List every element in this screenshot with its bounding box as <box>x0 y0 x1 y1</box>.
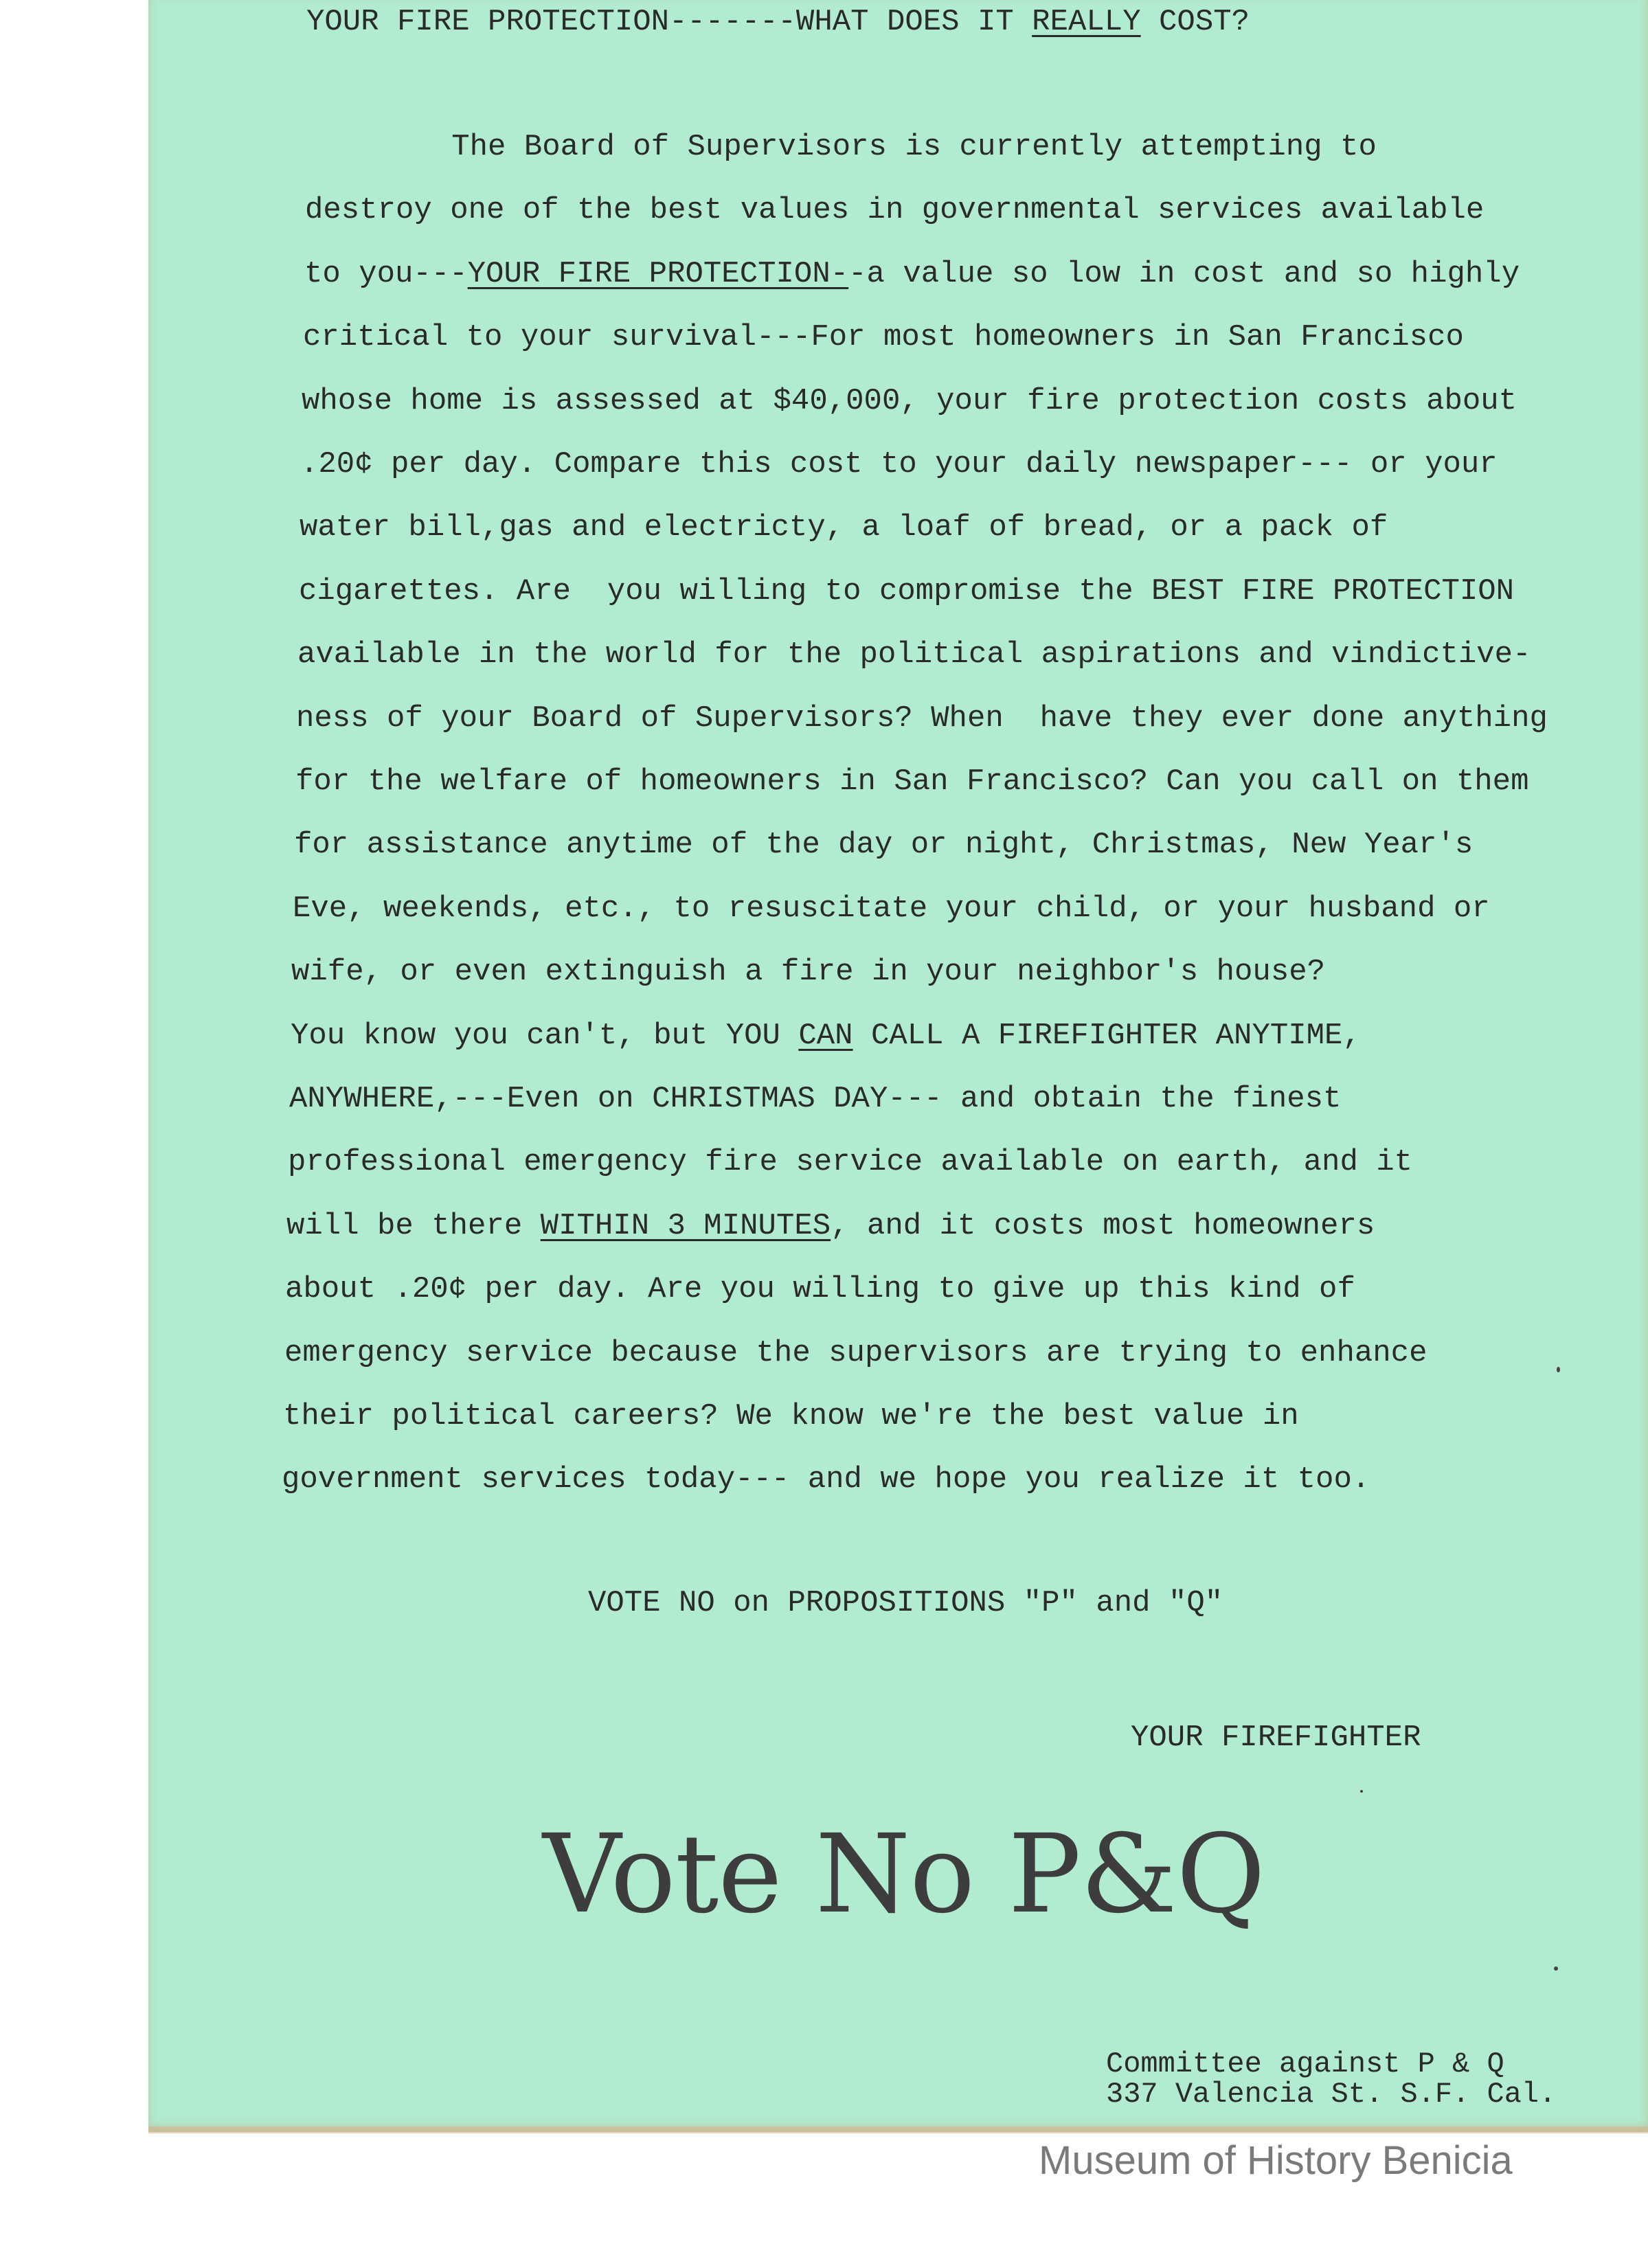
body-line-text: available in the world for the political aspirations and vindictive- <box>297 637 1531 672</box>
body-line <box>300 449 1498 479</box>
body-line-text: will be there <box>286 1209 541 1243</box>
body-line <box>295 764 1529 799</box>
body-line <box>284 1338 1427 1368</box>
paper-speck <box>1554 1966 1558 1971</box>
body-line-text: for the welfare of homeowners in San Francisco? Can you call on them <box>295 764 1529 799</box>
body-line-text: cigarettes. Are you willing to compromise the BEST FIRE PROTECTION <box>299 574 1515 609</box>
body-line <box>299 574 1515 609</box>
body-line-text: ANYWHERE,---Even on CHRISTMAS DAY--- and obtain the finest <box>289 1082 1342 1116</box>
body-line <box>286 1211 1375 1241</box>
body-line <box>297 639 1531 670</box>
body-line-text: You know you can't, but YOU <box>291 1019 799 1053</box>
body-line-text: their political careers? We know we're the best value in <box>283 1399 1299 1433</box>
body-line-text: destroy one of the best values in governmental services available <box>305 193 1485 227</box>
body-line-underlined: CAN <box>798 1019 853 1053</box>
body-line-underlined: YOUR FIRE PROTECTION- <box>467 257 849 291</box>
body-line <box>305 195 1484 225</box>
body-line-text: whose home is assessed at $40,000, your fire protection costs about <box>302 384 1517 418</box>
body-line-text: ness of your Board of Supervisors? When have they ever done anything <box>296 701 1548 736</box>
heading-underlined-word: REALLY <box>1032 5 1141 39</box>
body-line-text: water bill,gas and electricty, a loaf of bread, or a pack of <box>300 510 1388 545</box>
body-line <box>303 322 1464 352</box>
body-line-text: critical to your survival---For most homeowners in San Francisco <box>303 320 1464 354</box>
body-line-text: The Board of Supervisors is currently attempting to <box>306 130 1377 164</box>
body-line <box>306 132 1377 162</box>
body-line <box>291 957 1325 987</box>
body-line-text-after: CALL A FIREFIGHTER ANYTIME, <box>853 1019 1361 1053</box>
body-line-text-after: -a value so low in cost and so highly <box>848 257 1520 291</box>
body-line <box>293 894 1490 924</box>
body-line <box>291 1021 1361 1051</box>
museum-watermark: Museum of History Benicia <box>1039 2138 1513 2183</box>
body-line <box>294 830 1473 860</box>
paper-speck <box>1557 1367 1560 1372</box>
committee-name: Committee against P & Q <box>1106 2048 1504 2080</box>
body-line <box>304 259 1520 289</box>
body-line-text: emergency service because the supervisors are trying to enhance <box>284 1336 1427 1370</box>
body-line-text: for assistance anytime of the day or night, Christmas, New Year's <box>294 828 1474 862</box>
vote-no-stamp: Vote No P&Q <box>543 1811 1265 1938</box>
heading-part1: YOUR FIRE PROTECTION-------WHAT DOES IT <box>306 5 1032 39</box>
signature: YOUR FIREFIGHTER <box>1131 1721 1421 1755</box>
body-line <box>302 386 1517 416</box>
committee-address: 337 Valencia St. S.F. Cal. <box>1106 2078 1557 2111</box>
body-line-text: government services today--- and we hope you realize it too. <box>282 1462 1370 1497</box>
vote-no-line: VOTE NO on PROPOSITIONS "P" and "Q" <box>588 1586 1223 1620</box>
heading-part2: COST? <box>1140 5 1250 39</box>
body-line <box>300 512 1388 543</box>
body-line <box>296 703 1548 734</box>
body-line-text: wife, or even extinguish a fire in your neighbor's house? <box>291 955 1326 989</box>
body-line <box>282 1464 1370 1495</box>
body-line-text: .20¢ per day. Compare this cost to your daily newspaper--- or your <box>300 447 1498 481</box>
flyer-heading <box>306 7 1250 37</box>
paper-speck <box>1360 1790 1363 1793</box>
body-line-underlined: WITHIN 3 MINUTES <box>540 1209 831 1243</box>
body-line-text-after: , and it costs most homeowners <box>831 1209 1375 1243</box>
body-line-text: to you--- <box>304 257 468 291</box>
body-line <box>283 1401 1299 1431</box>
body-line-text: professional emergency fire service available on earth, and it <box>288 1145 1413 1179</box>
body-line-text: about .20¢ per day. Are you willing to give up this kind of <box>285 1272 1355 1306</box>
body-line-text: Eve, weekends, etc., to resuscitate your child, or your husband or <box>293 892 1490 926</box>
body-line <box>289 1084 1341 1114</box>
body-line <box>288 1147 1412 1177</box>
sheet-bottom-edge <box>148 2127 1648 2133</box>
body-line <box>285 1274 1355 1304</box>
